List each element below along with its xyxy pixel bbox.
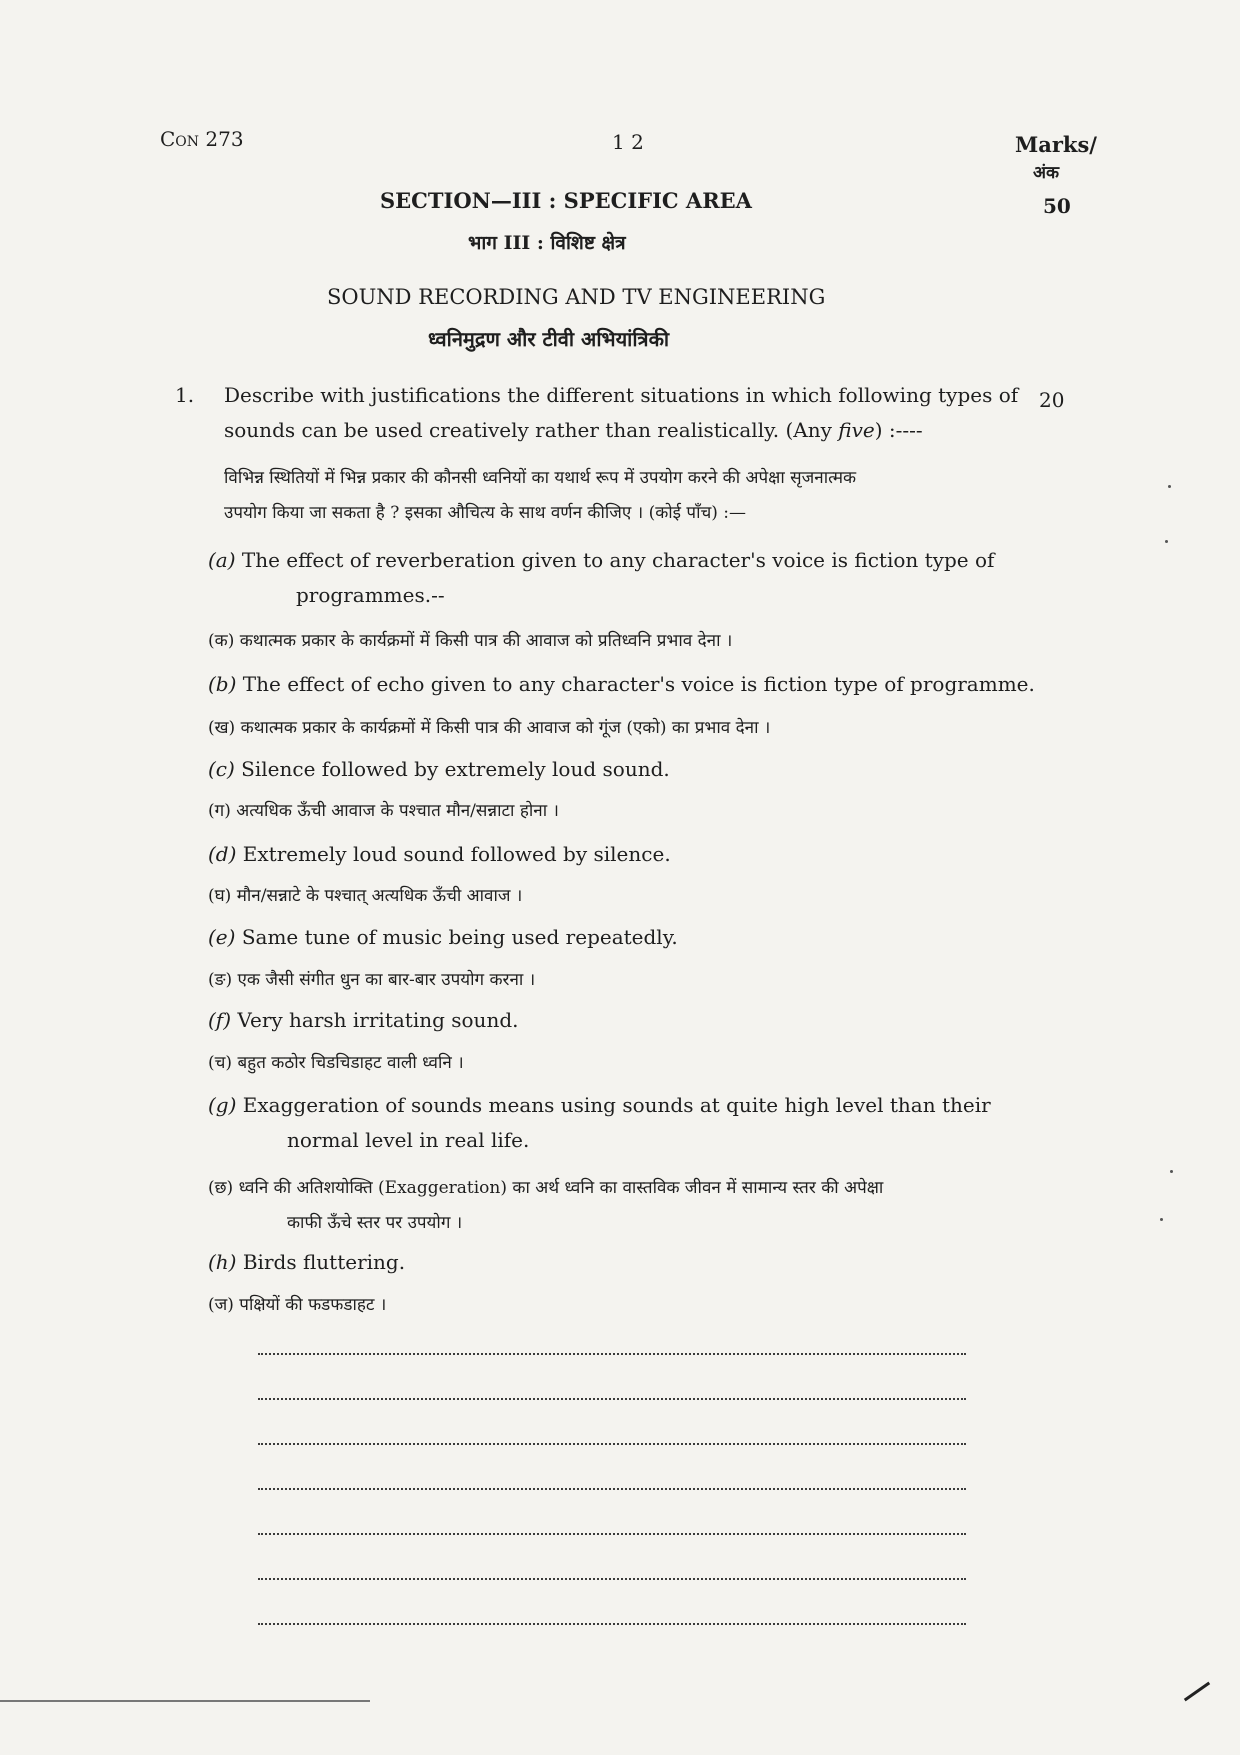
scan-speck — [1165, 540, 1168, 543]
section-title-hindi: भाग III : विशिष्ट क्षेत्र — [468, 232, 626, 254]
sub-item-b: (b) The effect of echo given to any character's voice is fiction type of programme. — [208, 672, 1035, 696]
answer-line — [258, 1398, 966, 1400]
sub-item-a-cont: programmes.-- — [296, 583, 445, 607]
bottom-rule — [0, 1700, 370, 1702]
answer-line — [258, 1353, 966, 1355]
page-number: 1 2 — [612, 130, 644, 154]
sub-item-f: (f) Very harsh irritating sound. — [208, 1008, 519, 1032]
sub-item-nga-hindi: (ङ) एक जैसी संगीत धुन का बार-बार उपयोग करना । — [208, 970, 536, 990]
question-number: 1. — [175, 383, 195, 407]
question-text-hindi-line-1: विभिन्न स्थितियों में भिन्न प्रकार की कौनसी ध्वनियों का यथार्थ रूप में उपयोग करने की अपेक्षा सृजनात्मक — [224, 468, 857, 488]
pen-mark — [1184, 1682, 1210, 1702]
sub-item-ja-hindi: (ज) पक्षियों की फडफडाहट । — [208, 1295, 387, 1315]
sub-item-ka-hindi: (क) कथात्मक प्रकार के कार्यक्रमों में किसी पात्र की आवाज को प्रतिध्वनि प्रभाव देना । — [208, 631, 733, 651]
marks-column-label: Marks/ — [1015, 132, 1097, 157]
paper-code: Con 273 — [160, 127, 244, 151]
question-marks: 20 — [1039, 388, 1065, 412]
scan-speck — [1168, 485, 1171, 488]
section-title: SECTION—III : SPECIFIC AREA — [380, 188, 752, 213]
question-text-line-1: Describe with justifications the different situations in which following types of — [224, 383, 1019, 407]
marks-column-label-hindi: अंक — [1033, 163, 1060, 183]
sub-item-g-cont: normal level in real life. — [287, 1128, 530, 1152]
answer-line — [258, 1578, 966, 1580]
question-text-line-2: sounds can be used creatively rather than realistically. (Any five) :---- — [224, 418, 923, 442]
sub-item-e: (e) Same tune of music being used repeatedly. — [208, 925, 678, 949]
subject-area-title: SOUND RECORDING AND TV ENGINEERING — [327, 285, 826, 309]
sub-item-chha-hindi: (छ) ध्वनि की अतिशयोक्ति (Exaggeration) का अर्थ ध्वनि का वास्तविक जीवन में सामान्य स्तर की अपेक्षा — [208, 1178, 884, 1198]
subject-area-title-hindi: ध्वनिमुद्रण और टीवी अभियांत्रिकी — [428, 327, 670, 351]
sub-item-d: (d) Extremely loud sound followed by silence. — [208, 842, 671, 866]
answer-line — [258, 1488, 966, 1490]
sub-item-h: (h) Birds fluttering. — [208, 1250, 406, 1274]
sub-item-gha-hindi: (घ) मौन/सन्नाटे के पश्चात् अत्यधिक ऊँची आवाज । — [208, 886, 523, 906]
sub-item-a: (a) The effect of reverberation given to any character's voice is fiction type of — [208, 548, 995, 572]
answer-line — [258, 1533, 966, 1535]
sub-item-c: (c) Silence followed by extremely loud sound. — [208, 757, 670, 781]
sub-item-kha-hindi: (ख) कथात्मक प्रकार के कार्यक्रमों में किसी पात्र की आवाज को गूंज (एको) का प्रभाव देना । — [208, 718, 771, 738]
answer-line — [258, 1623, 966, 1625]
sub-item-cha-hindi: (च) बहुत कठोर चिडचिडाहट वाली ध्वनि । — [208, 1053, 464, 1073]
question-text-hindi-line-2: उपयोग किया जा सकता है ? इसका औचित्य के साथ वर्णन कीजिए । (कोई पाँच) :— — [224, 503, 747, 523]
sub-item-chha-hindi-cont: काफी ऊँचे स्तर पर उपयोग । — [287, 1213, 463, 1233]
sub-item-ga-hindi: (ग) अत्यधिक ऊँची आवाज के पश्चात मौन/सन्नाटा होना । — [208, 801, 559, 821]
section-total-marks: 50 — [1043, 194, 1071, 218]
scan-speck — [1170, 1170, 1173, 1173]
answer-line — [258, 1443, 966, 1445]
sub-item-g: (g) Exaggeration of sounds means using sounds at quite high level than their — [208, 1093, 991, 1117]
scan-speck — [1160, 1218, 1163, 1221]
